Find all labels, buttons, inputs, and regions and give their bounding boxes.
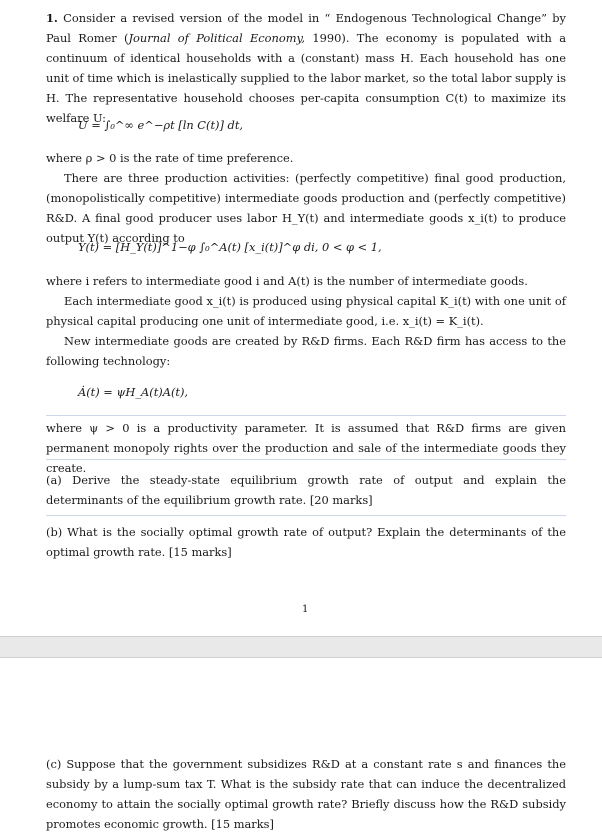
rho-definition: where ρ > 0 is the rate of time preference. [46,151,294,165]
production-equation: Y(t) = [H_Y(t)]^1−φ ∫₀^A(t) [x_i(t)]^φ di, 0 < φ < 1, [78,240,382,254]
divider-line [46,515,566,516]
rd-firms-paragraph: New intermediate goods are created by R&D firms. Each R&D firm has access to the following technology: [46,334,566,368]
rd-technology-equation: Ȧ(t) = ψH_A(t)A(t), [78,385,189,399]
psi-definition-paragraph: where ψ > 0 is a productivity parameter. It is assumed that R&D firms are given permanent monopoly rights over the production and sale of the intermediate goods they create. [46,421,566,475]
page-separator [0,636,602,658]
question-c: (c) Suppose that the government subsidizes R&D at a constant rate s and finances the subsidy by a lump-sum tax T. What is the subsidy rate that can induce the decentralized economy to attain the socially optimal growth rate? Briefly discuss how the R&D subsidy promotes economic growth. [15 marks] [46,757,566,831]
utility-equation: U = ∫₀^∞ e^−ρt [ln C(t)] dt, [78,118,244,132]
journal-name: Journal of Political Economy, [128,31,306,45]
question-intro: 1. Consider a revised version of the model in “ Endogenous Technological Change” by Paul Romer (Journal of Political Economy, 1990). The economy is populated with a continuum of identical households with a (constant) mass H. Each household has one unit of time which is inelastically supplied to the labor market, so the total labor supply is H. The representative household chooses per-capita consumption C(t) to maximize its welfare U: [46,11,567,125]
question-number: 1. [46,11,58,25]
page-2 [0,658,602,829]
question-b: (b) What is the socially optimal growth rate of output? Explain the determinants of the optimal growth rate. [15 marks] [46,525,566,559]
capital-paragraph: Each intermediate good x_i(t) is produced using physical capital K_i(t) with one unit of physical capital producing one unit of intermediate good, i.e. x_i(t) = K_i(t). [46,294,566,328]
highlight-line-bottom [46,459,566,460]
production-activities-paragraph: There are three production activities: (perfectly competitive) final good production, (monopolistically competitive) intermediate goods production and (perfectly competitive) R&D. A final good producer uses labor H_Y(t) and intermediate goods x_i(t) to produce output Y(t) according to [46,171,566,245]
intermediate-goods-definition: where i refers to intermediate good i and A(t) is the number of intermediate goods. [46,274,528,288]
highlight-line-top [46,415,566,416]
page-number: 1 [302,604,309,615]
question-a: (a) Derive the steady-state equilibrium growth rate of output and explain the determinants of the equilibrium growth rate. [20 marks] [46,473,566,507]
